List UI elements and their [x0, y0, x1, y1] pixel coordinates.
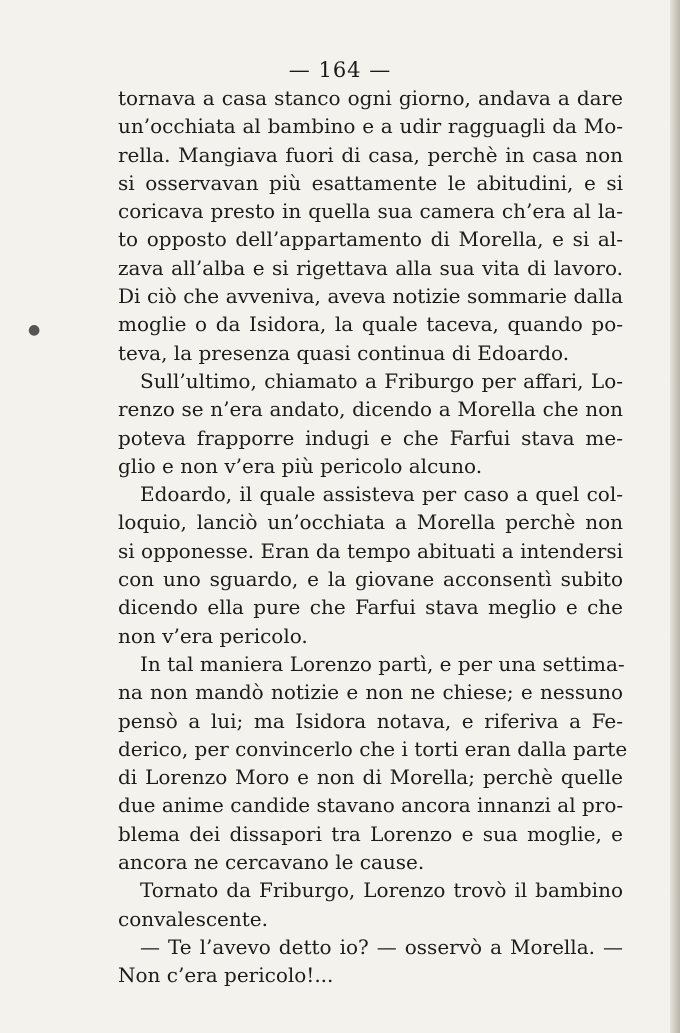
page-edge: [670, 0, 680, 1033]
ink-spot: ●: [28, 322, 41, 338]
text-line: pensò a lui; ma Isidora notava, e riferiva a Fe-: [118, 708, 623, 733]
text-line: un’occhiata al bambino e a udir ragguagli da Mo-: [118, 114, 623, 139]
text-line: due anime candide stavano ancora innanzi al pro-: [118, 793, 624, 818]
text-line: In tal maniera Lorenzo partì, e per una settima-: [140, 651, 625, 676]
page-number: — 164 —: [288, 58, 392, 82]
text-line: si osservavan più esattamente le abitudini, e si: [118, 170, 623, 195]
body-text: [118, 84, 628, 990]
text-line: — Te l’avevo detto io? — osservò a Morella. —: [140, 934, 623, 959]
text-line: to opposto dell’appartamento di Morella, e si al-: [118, 227, 623, 252]
text-line: si opponesse. Eran da tempo abituati a intendersi: [118, 538, 623, 563]
text-line: na non mandò notizie e non ne chiese; e nessuno: [118, 680, 623, 705]
text-line: non v’era pericolo.: [118, 623, 308, 648]
text-line: Sull’ultimo, chiamato a Friburgo per affari, Lo-: [140, 368, 623, 393]
text-line: blema dei dissapori tra Lorenzo e sua moglie, e: [118, 821, 623, 846]
text-line: tornava a casa stanco ogni giorno, andava a dare: [118, 86, 623, 110]
text-line: ancora ne cercavano le cause.: [118, 850, 425, 875]
text-line: coricava presto in quella sua camera ch’era al la-: [118, 199, 623, 224]
text-line: convalescente.: [118, 906, 268, 931]
text-line: glio e non v’era più pericolo alcuno.: [118, 453, 483, 478]
text-line: moglie o da Isidora, la quale taceva, quando po-: [118, 312, 623, 337]
text-line: Di ciò che avveniva, aveva notizie sommarie dalla: [118, 284, 623, 309]
text-line: loquio, lanciò un’occhiata a Morella perchè non: [118, 510, 623, 535]
text-line: teva, la presenza quasi continua di Edoardo.: [118, 340, 570, 365]
text-line: renzo se n’era andato, dicendo a Morella che non: [118, 397, 623, 422]
text-line: Tornato da Friburgo, Lorenzo trovò il bambino: [140, 878, 623, 903]
text-line: derico, per convincerlo che i torti eran dalla parte: [118, 736, 628, 761]
text-line: con uno sguardo, e la giovane acconsentì subito: [118, 567, 623, 592]
text-line: Non c’era pericolo!...: [118, 963, 334, 988]
text-line: rella. Mangiava fuori di casa, perchè in casa non: [118, 142, 623, 167]
text-line: poteva frapporre indugi e che Farfui stava me-: [118, 425, 623, 450]
text-line: dicendo ella pure che Farfui stava meglio e che: [118, 595, 623, 620]
text-line: di Lorenzo Moro e non di Morella; perchè quelle: [118, 765, 623, 790]
text-line: Edoardo, il quale assisteva per caso a quel col-: [140, 482, 623, 507]
text-line: zava all’alba e si rigettava alla sua vita di lavoro.: [118, 255, 623, 280]
